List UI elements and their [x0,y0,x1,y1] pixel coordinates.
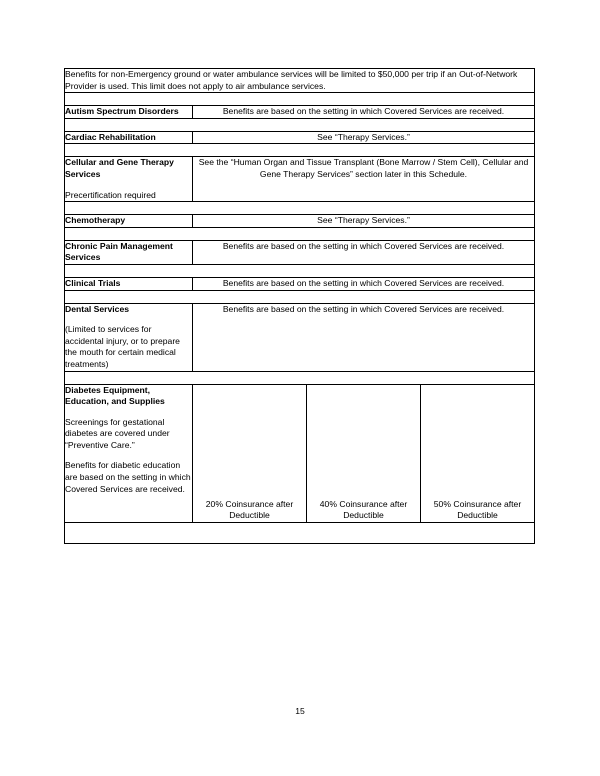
benefit-tier2-diabetes: 40% Coinsurance after Deductible [307,384,421,522]
spacer-cell [65,522,535,543]
spacer-row [65,264,535,277]
benefit-label-diabetes-equipment-education-and-supplies: Diabetes Equipment, Education, and Supplies [65,384,165,407]
table-row-chemotherapy [65,215,535,228]
spacer-row [65,202,535,215]
table-row-diabetes-equipment-education-and-supplies [65,384,535,522]
benefit-value-cardiac-rehabilitation: See “Therapy Services.” [193,131,535,144]
table-row-cardiac-rehabilitation [65,131,535,144]
spacer-row [65,144,535,157]
benefit-value-clinical-trials: Benefits are based on the setting in which Covered Services are received. [193,277,535,290]
schedule-of-benefits-table [64,68,535,544]
spacer-row [65,118,535,131]
benefit-value-chemotherapy: See “Therapy Services.” [193,215,535,228]
table-row-dental-services [65,303,535,371]
benefit-label-chronic-pain-management-services: Chronic Pain Management Services [65,240,193,264]
spacer-cell [65,118,535,131]
spacer-row [65,93,535,106]
table-row-autism-spectrum-disorders [65,106,535,119]
benefit-label-cell-dental-services [65,303,193,371]
table-row-ambulance-note [65,69,535,93]
benefit-label-cell-diabetes-equipment-education-and-supplies [65,384,193,522]
spacer-cell [65,202,535,215]
spacer-cell [65,144,535,157]
table-row-cellular-and-gene-therapy-services [65,157,535,202]
spacer-cell [65,264,535,277]
spacer-cell [65,93,535,106]
ambulance-limit-note: Benefits for non-Emergency ground or water ambulance services will be limited to $50,000 per trip if an Out-of-Network Provider is used. This limit does not apply to air ambulance services. [65,69,535,93]
spacer-cell [65,290,535,303]
benefit-label-clinical-trials: Clinical Trials [65,277,193,290]
spacer-row [65,371,535,384]
table-row-clinical-trials [65,277,535,290]
benefit-value-dental-services: Benefits are based on the setting in which Covered Services are received. [193,303,535,371]
benefit-sublabel-cellular-and-gene-therapy-services: Precertification required [65,189,156,200]
benefit-value-autism-spectrum-disorders: Benefits are based on the setting in which Covered Services are received. [193,106,535,119]
benefit-label-dental-services: Dental Services [65,303,130,314]
benefit-sublabel-gestational-diabetes-screening: Screenings for gestational diabetes are covered under “Preventive Care.” [65,416,170,450]
spacer-row [65,290,535,303]
benefit-label-cellular-and-gene-therapy-services: Cellular and Gene Therapy Services [65,157,174,179]
benefit-sublabel-diabetic-education: Benefits for diabetic education are based on the setting in which Covered Services are received. [65,460,191,494]
benefit-label-chemotherapy: Chemotherapy [65,215,193,228]
spacer-cell [65,371,535,384]
benefit-label-cell-cellular-and-gene-therapy-services [65,157,193,202]
benefit-label-cardiac-rehabilitation: Cardiac Rehabilitation [65,131,193,144]
benefit-sublabel-dental-services: (Limited to services for accidental injury, or to prepare the mouth for certain medical treatments) [65,324,180,369]
benefit-tier1-diabetes: 20% Coinsurance after Deductible [193,384,307,522]
benefit-value-cellular-and-gene-therapy-services: See the “Human Organ and Tissue Transplant (Bone Marrow / Stem Cell), Cellular and Gene Therapy Services” section later in this Schedule. [193,157,535,202]
page-number: 15 [295,706,305,716]
benefit-value-chronic-pain-management-services: Benefits are based on the setting in which Covered Services are received. [193,240,535,264]
spacer-row-final [65,522,535,543]
spacer-row [65,227,535,240]
spacer-cell [65,227,535,240]
benefit-tier3-diabetes: 50% Coinsurance after Deductible [421,384,535,522]
table-row-chronic-pain-management-services [65,240,535,264]
benefit-label-autism-spectrum-disorders: Autism Spectrum Disorders [65,106,193,119]
